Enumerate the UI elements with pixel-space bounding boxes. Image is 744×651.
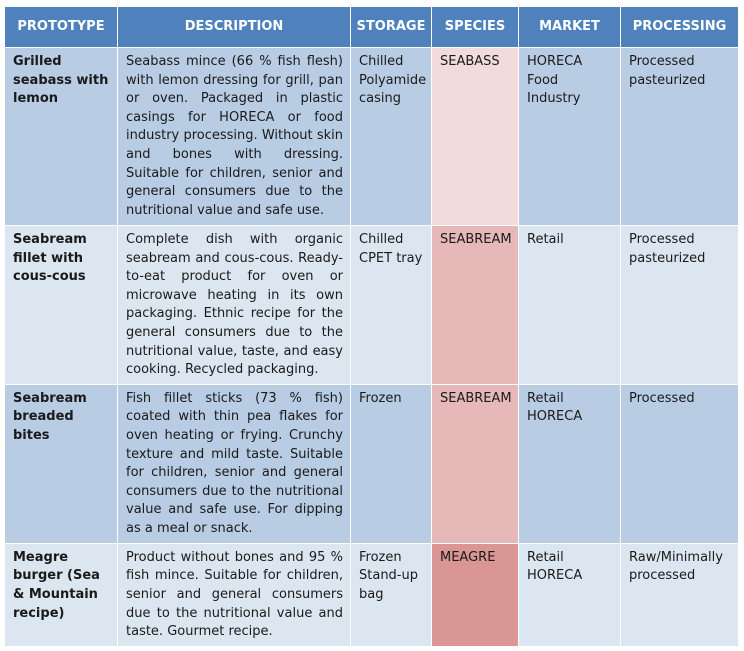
species-cell: MEAGRE [432,543,519,646]
prototype-cell: Grilled seabass with lemon [5,48,118,226]
header-species: SPECIES [432,7,519,48]
header-market: MARKET [519,7,621,48]
header-storage: STORAGE [351,7,432,48]
header-processing: PROCESSING [621,7,739,48]
header-prototype: PROTOTYPE [5,7,118,48]
table-row [5,226,739,385]
description-cell: Product without bones and 95 % fish mince. Suitable for children, senior and general consumers due to the nutritional value and taste. Gourmet recipe. [118,543,351,646]
prototype-cell: Seabream breaded bites [5,384,118,543]
species-cell: SEABREAM [432,384,519,543]
storage-cell: Frozen [351,384,432,543]
storage-cell: Chilled CPET tray [351,226,432,385]
description-cell: Seabass mince (66 % fish flesh) with lemon dressing for grill, pan or oven. Packaged in plastic casings for HORECA or food industry processing. Without skin and bones with dressing. Suitable for children, senior and general consumers due to the nutritional value and safe use. [118,48,351,226]
processing-cell: Raw/Minimally processed [621,543,739,646]
market-cell: Retail HORECA [519,384,621,543]
description-cell: Complete dish with organic seabream and cous-cous. Ready-to-eat product for oven or microwave heating in its own packaging. Ethnic recipe for the general consumers due to the nutritional value, taste, and easy cooking. Recycled packaging. [118,226,351,385]
header-description: DESCRIPTION [118,7,351,48]
species-cell: SEABREAM [432,226,519,385]
processing-cell: Processed [621,384,739,543]
market-cell: Retail HORECA [519,543,621,646]
processing-cell: Processed pasteurized [621,226,739,385]
prototype-cell: Seabream fillet with cous-cous [5,226,118,385]
storage-cell: Chilled Polyamide casing [351,48,432,226]
market-cell: Retail [519,226,621,385]
market-cell: HORECA Food Industry [519,48,621,226]
table-row [5,48,739,226]
species-cell: SEABASS [432,48,519,226]
table-row [5,543,739,646]
header-row [5,7,739,48]
storage-cell: Frozen Stand-up bag [351,543,432,646]
prototype-cell: Meagre burger (Sea & Mountain recipe) [5,543,118,646]
description-cell: Fish fillet sticks (73 % fish) coated with thin pea flakes for oven heating or frying. Crunchy texture and mild taste. Suitable for children, senior and general consumers due to the nutritional value and safe use. For dipping as a meal or snack. [118,384,351,543]
prototype-table [4,6,739,647]
table-row [5,384,739,543]
processing-cell: Processed pasteurized [621,48,739,226]
